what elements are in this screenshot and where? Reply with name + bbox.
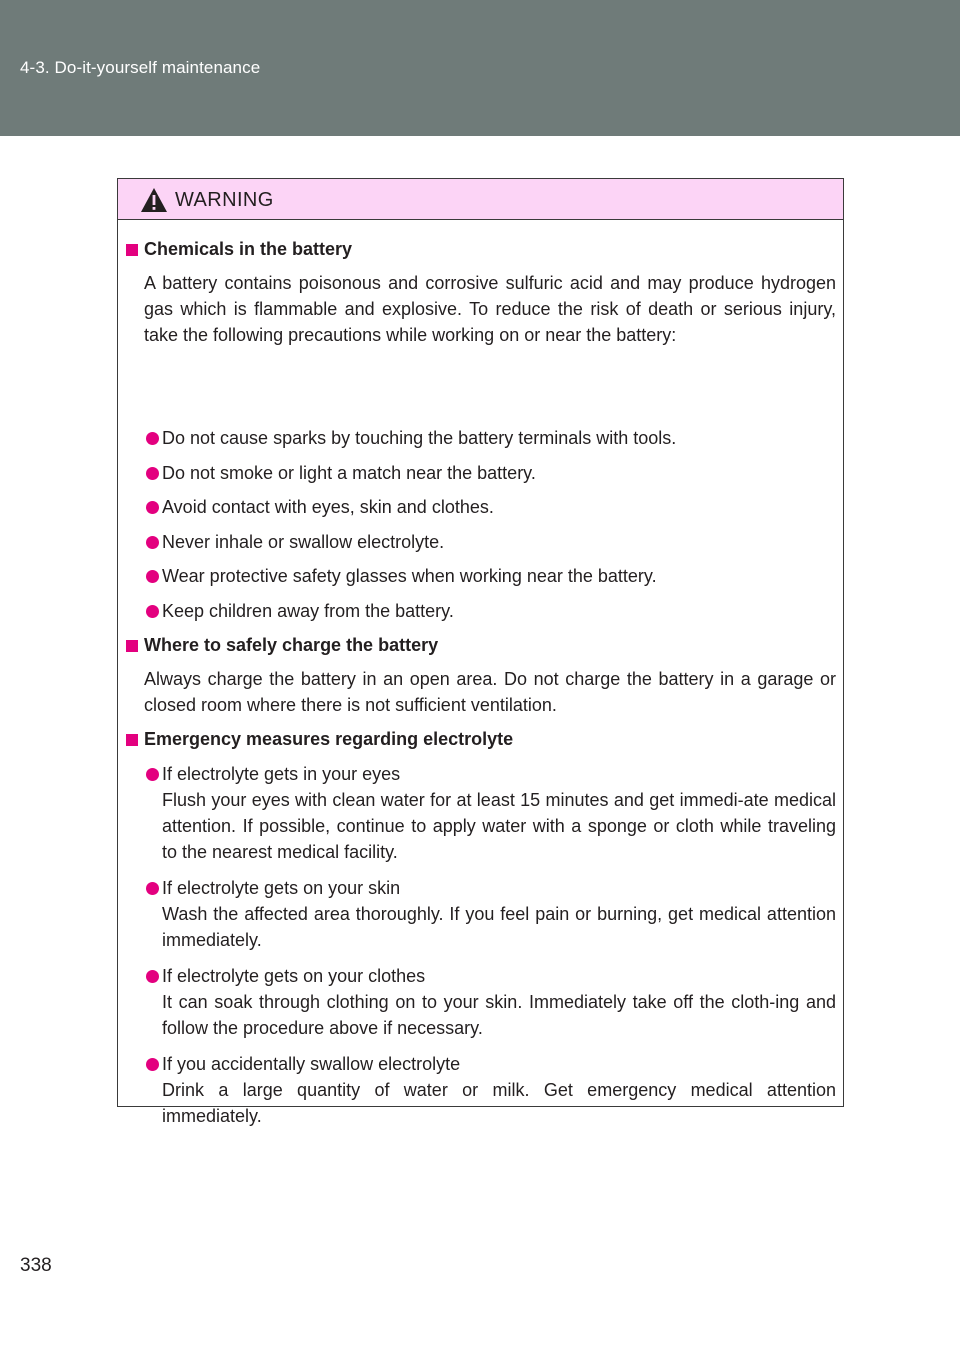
emergency-item-text: Flush your eyes with clean water for at least 15 minutes and get immedi-ate medical attention. If possible, continue to apply water with a sponge or cloth while traveling to the nearest medical facility. xyxy=(162,790,836,862)
emergency-item-title: If electrolyte gets on your clothes xyxy=(162,966,426,986)
section-heading-charge: Where to safely charge the battery xyxy=(144,635,439,655)
warning-triangle-icon xyxy=(140,187,168,218)
bullet-item: Do not cause sparks by touching the battery terminals with tools. xyxy=(162,428,677,448)
page-header xyxy=(0,0,960,136)
section-marker xyxy=(126,640,138,652)
section-text-charge: Always charge the battery in an open area. Do not charge the battery in a garage or closed room where there is not sufficient ventilation. xyxy=(144,669,836,715)
section-title: 4-3. Do-it-yourself maintenance xyxy=(20,58,261,77)
section-text-chemicals: A battery contains poisonous and corrosive sulfuric acid and may produce hydrogen gas which is flammable and explosive. To reduce the risk of death or serious injury, take the following precautions while working on or near the battery: xyxy=(144,273,836,345)
bullet-item: Wear protective safety glasses when working near the battery. xyxy=(162,566,657,586)
emergency-item-title: If electrolyte gets in your eyes xyxy=(162,764,401,784)
emergency-item-text: Drink a large quantity of water or milk. Get emergency medical attention immediately. xyxy=(162,1080,836,1126)
section-heading-chemicals: Chemicals in the battery xyxy=(144,239,353,259)
emergency-item xyxy=(162,1051,836,1129)
bullet-item: Avoid contact with eyes, skin and clothes. xyxy=(162,497,494,517)
warning-header xyxy=(118,179,843,220)
bullet-dot xyxy=(146,501,159,514)
warning-box xyxy=(117,178,844,1126)
bullet-item: Keep children away from the battery. xyxy=(162,601,454,621)
emergency-item xyxy=(162,761,836,865)
bullet-dot xyxy=(146,882,159,895)
emergency-item-title: If electrolyte gets on your skin xyxy=(162,878,401,898)
emergency-item xyxy=(162,963,836,1041)
bullet-item: Never inhale or swallow electrolyte. xyxy=(162,532,445,552)
emergency-item-text: It can soak through clothing on to your skin. Immediately take off the cloth-ing and follow the procedure above if necessary. xyxy=(162,992,836,1038)
warning-title: WARNING xyxy=(175,189,274,211)
section-marker xyxy=(126,244,138,256)
bullet-dot xyxy=(146,536,159,549)
bullet-dot xyxy=(146,467,159,480)
emergency-item-text: Wash the affected area thoroughly. If you feel pain or burning, get medical attention immediately. xyxy=(162,904,836,950)
section-heading-emergency: Emergency measures regarding electrolyte xyxy=(144,729,514,749)
bullet-item: Do not smoke or light a match near the battery. xyxy=(162,463,536,483)
bullet-dot xyxy=(146,768,159,781)
bullet-dot xyxy=(146,605,159,618)
emergency-item xyxy=(162,875,836,953)
bullet-dot xyxy=(146,432,159,445)
bullet-dot xyxy=(146,970,159,983)
bullet-dot xyxy=(146,1058,159,1071)
bullet-dot xyxy=(146,570,159,583)
section-marker xyxy=(126,734,138,746)
page-number: 338 xyxy=(20,1255,52,1276)
emergency-item-title: If you accidentally swallow electrolyte xyxy=(162,1054,461,1074)
